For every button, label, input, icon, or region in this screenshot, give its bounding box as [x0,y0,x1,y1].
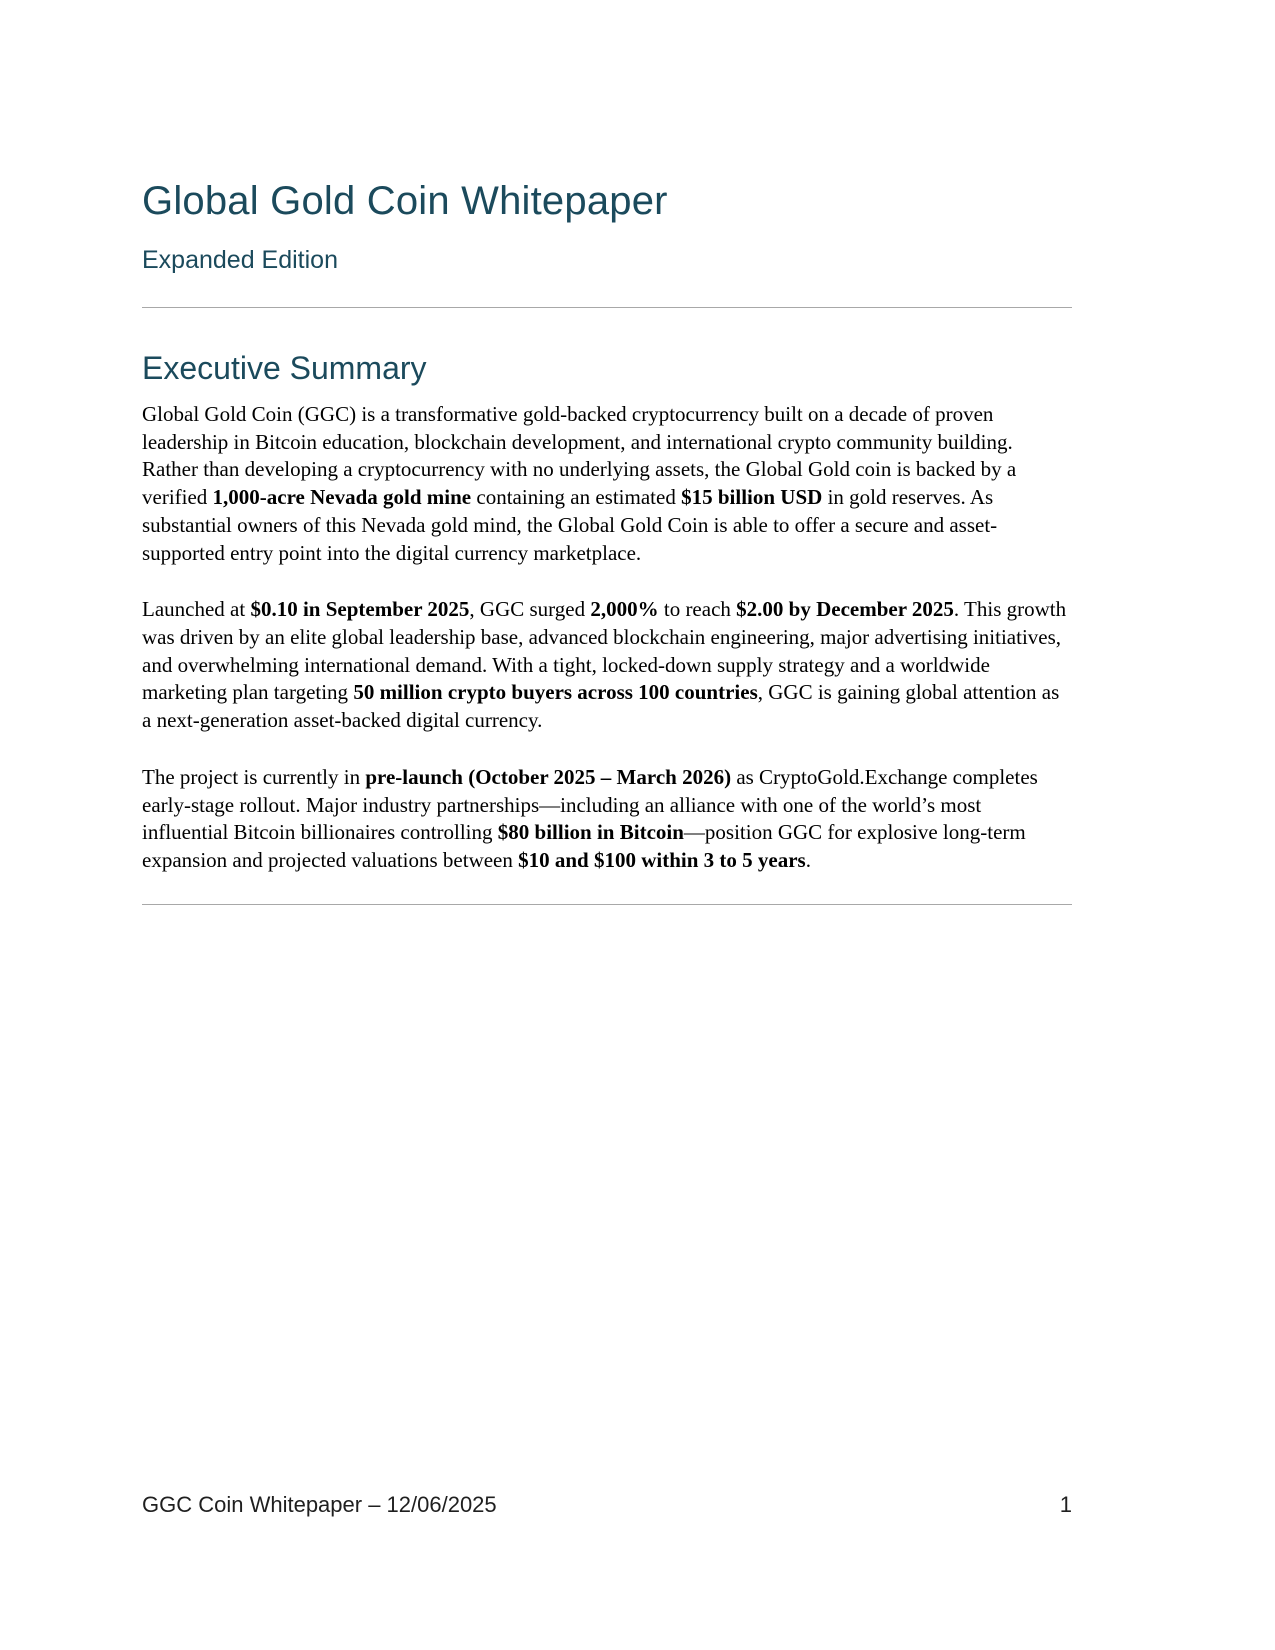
footer-page-number: 1 [1059,1492,1072,1517]
section-divider-top [142,307,1072,308]
page-content [142,0,1072,905]
section-divider-bottom [142,904,1072,905]
body-paragraph: Launched at $0.10 in September 2025, GGC surged 2,000% to reach $2.00 by December 2025. This growth was driven by an elite global leadership base, advanced blockchain engineering, major advertising initiatives, and overwhelming international demand. With a tight, locked-down supply strategy and a worldwide marketing plan targeting 50 million crypto buyers across 100 countries, GGC is gaining global attention as a next-generation asset-backed digital currency. [142,597,1067,733]
executive-summary-body [142,401,1072,875]
body-paragraph: Global Gold Coin (GGC) is a transformative gold-backed cryptocurrency built on a decade of proven leadership in Bitcoin education, blockchain development, and international crypto community building. Rather than developing a cryptocurrency with no underlying assets, the Global Gold coin is backed by a verified 1,000-acre Nevada gold mine containing an estimated $15 billion USD in gold reserves. As substantial owners of this Nevada gold mind, the Global Gold Coin is able to offer a secure and asset-supported entry point into the digital currency marketplace. [142,402,1017,565]
body-paragraph: The project is currently in pre-launch (October 2025 – March 2026) as CryptoGold.Exchange completes early-stage rollout. Major industry partnerships—including an alliance with one of the world’s most influential Bitcoin billionaires controlling $80 billion in Bitcoin—position GGC for explosive long-term expansion and projected valuations between $10 and $100 within 3 to 5 years. [142,764,1038,873]
footer-document-label: GGC Coin Whitepaper – 12/06/2025 [142,1492,497,1517]
page-footer [142,1492,1072,1518]
document-title: Global Gold Coin Whitepaper [142,179,668,223]
executive-summary-heading: Executive Summary [142,350,427,386]
document-subtitle: Expanded Edition [142,246,338,274]
